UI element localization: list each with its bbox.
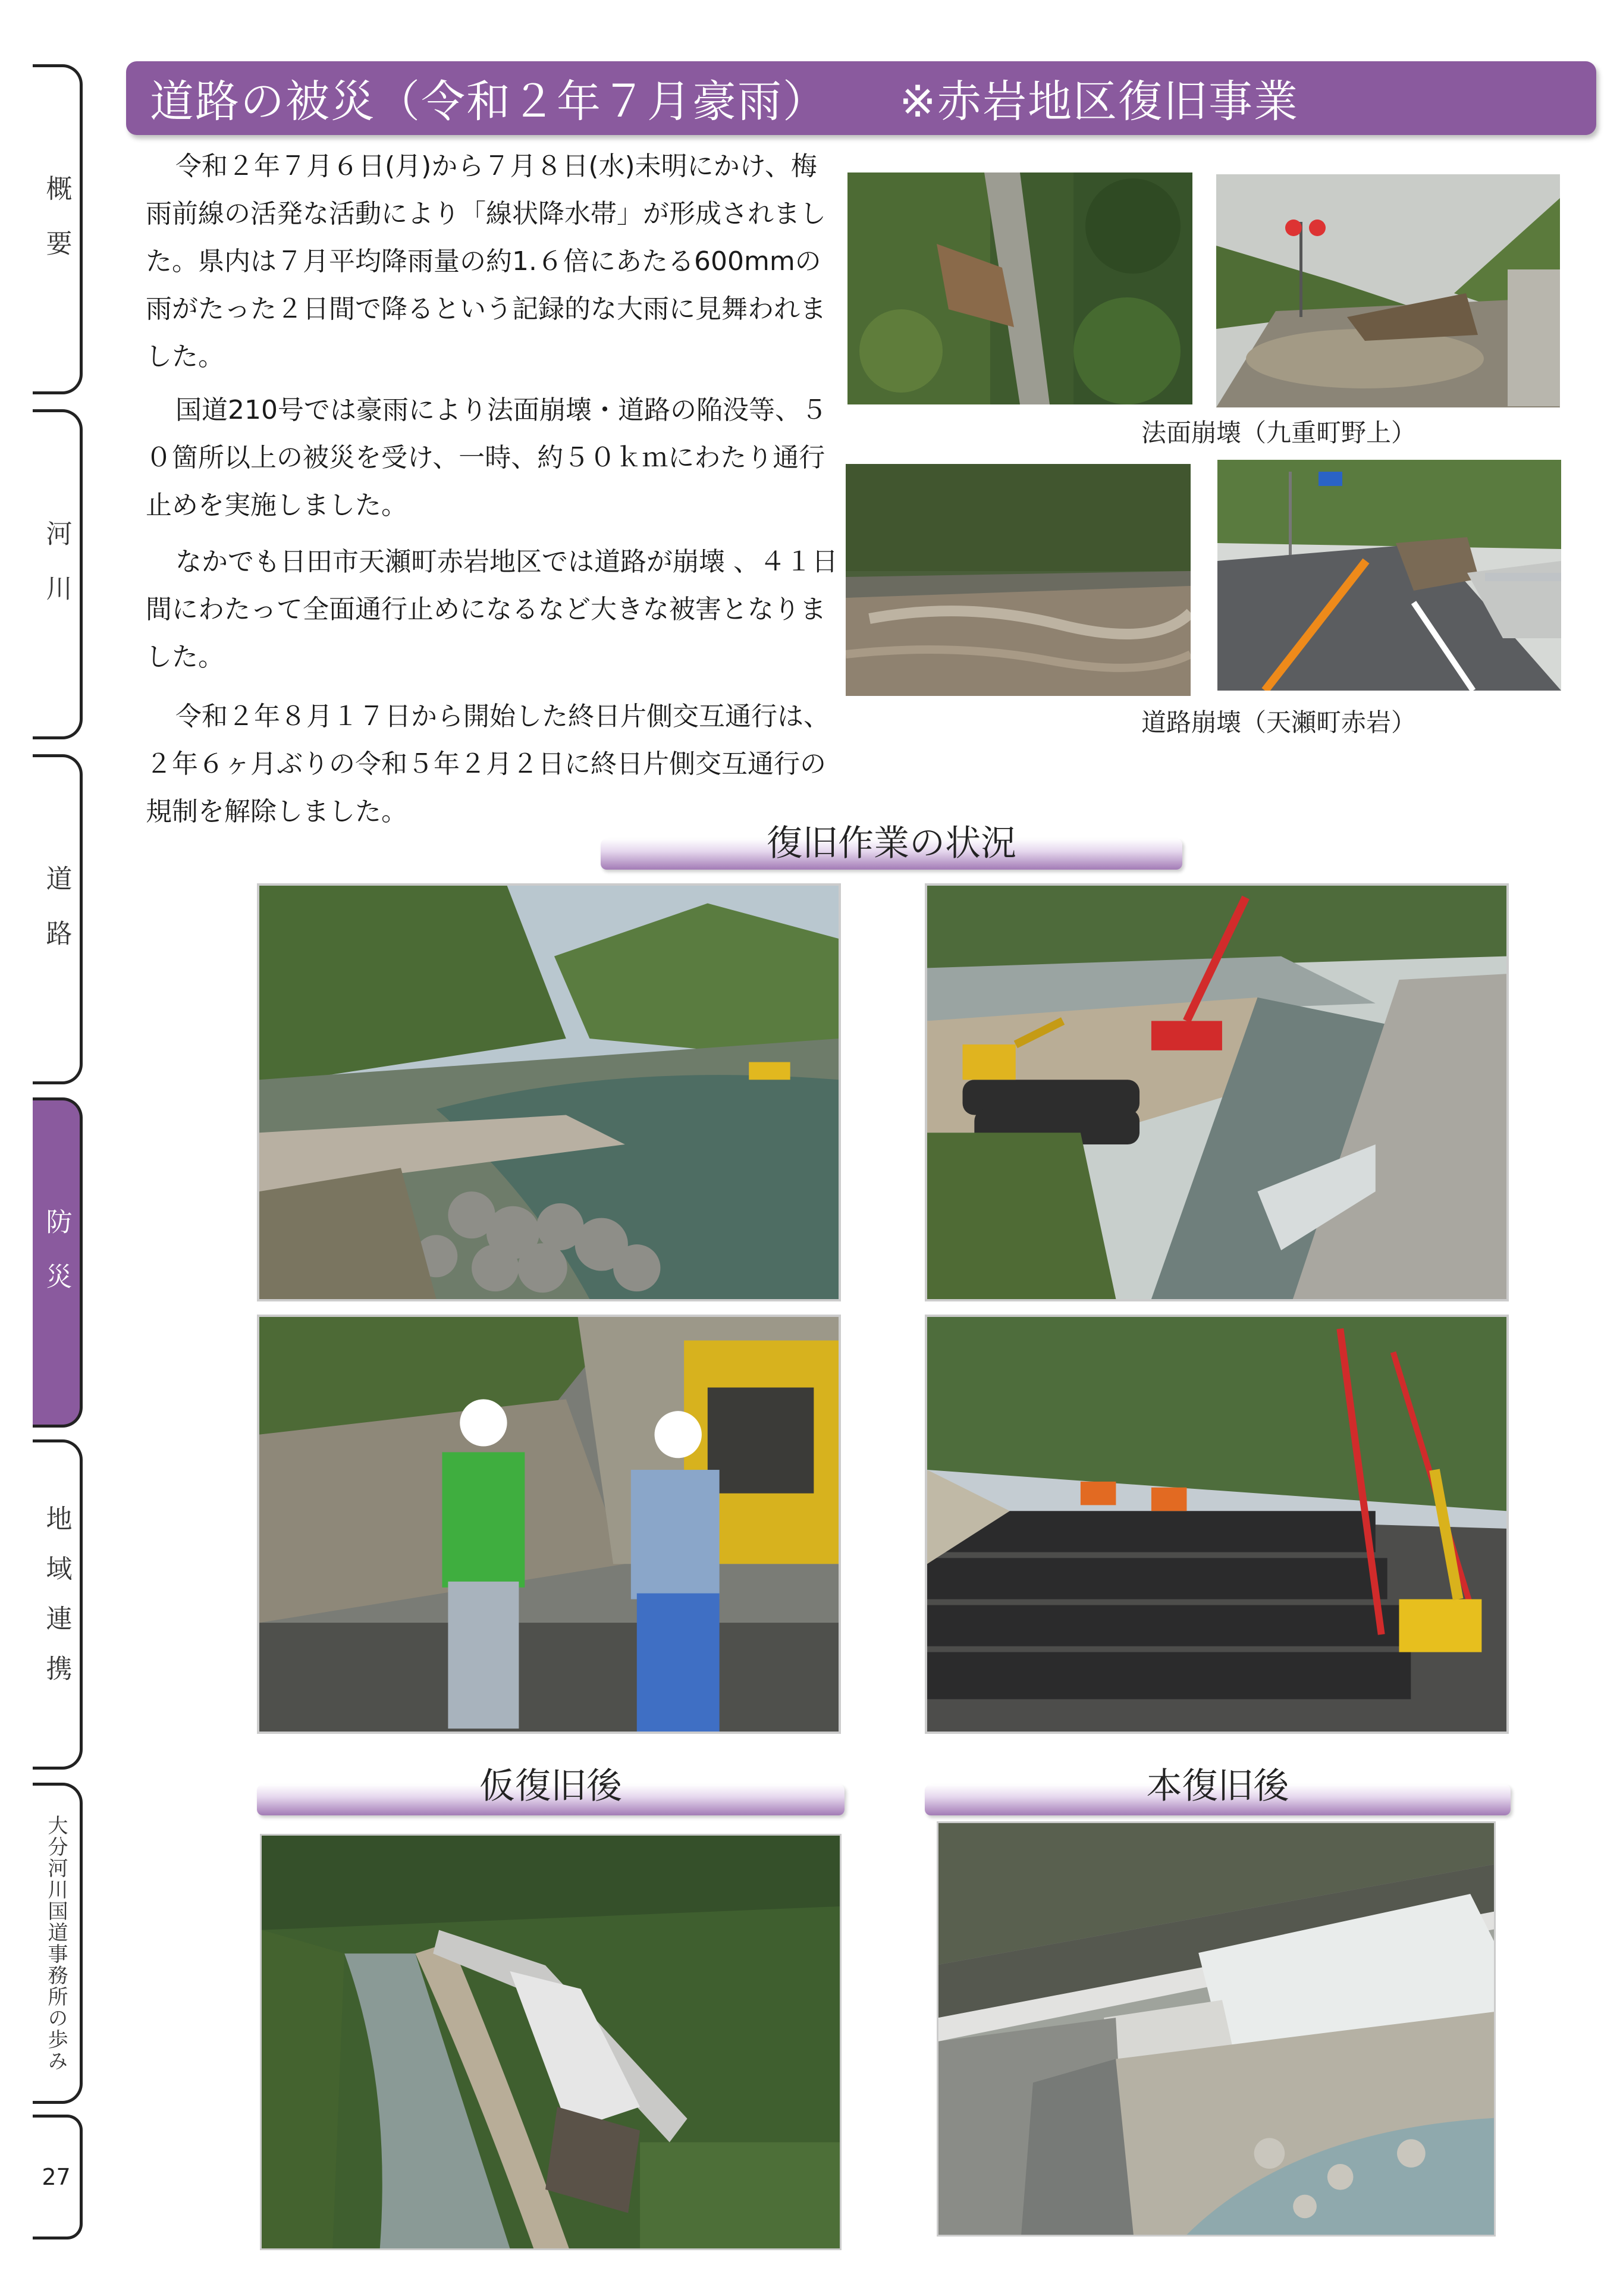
side-tab-overview[interactable]	[33, 64, 83, 394]
side-tab-label: 大分河川国道事務所の歩み	[44, 1815, 68, 2072]
section-title-recovery-work: 復旧作業の状況	[767, 823, 1016, 864]
photo-recovery-riverbank	[257, 883, 841, 1301]
intro-paragraph-2	[146, 387, 842, 529]
side-tab-disaster-prevention[interactable]	[33, 1097, 83, 1428]
photo-recovery-inspection	[257, 1315, 841, 1734]
photo-road-collapse-river	[846, 464, 1191, 696]
intro-paragraph-1	[146, 143, 842, 381]
photo-slope-collapse-aerial	[847, 172, 1192, 404]
photo-recovery-sandbags	[925, 1315, 1509, 1734]
section-title-permanent-recovery: 本復旧後	[1146, 1765, 1289, 1807]
photo-road-collapse-pavement	[1217, 460, 1561, 691]
photo-slope-collapse-road	[1216, 174, 1560, 407]
caption-slope-collapse: 法面崩壊（九重町野上）	[1141, 418, 1416, 447]
photo-temporary-recovery-aerial	[260, 1834, 842, 2250]
side-tab-river[interactable]	[33, 409, 83, 739]
intro-paragraph-4	[146, 693, 842, 836]
photo-recovery-crane-river	[925, 883, 1509, 1301]
paragraph-text: 令和２年８月１７日から開始した終日片側交互通行は、２年６ヶ月ぶりの令和５年２月２日に終日片側交互通行の規制を解除しました。	[146, 701, 830, 827]
photo-permanent-recovery-aerial	[937, 1821, 1496, 2237]
page-number: 27	[42, 2164, 71, 2190]
side-tab-label: 概要	[41, 174, 72, 284]
caption-road-collapse: 道路崩壊（天瀬町赤岩）	[1141, 708, 1416, 737]
paragraph-text: 国道210号では豪雨により法面崩壊・道路の陥没等、５０箇所以上の被災を受け、一時、約５０ｋｍにわたり通行止めを実施しました。	[146, 395, 827, 520]
page-subtitle: ※赤岩地区復旧事業	[899, 76, 1299, 127]
side-tab-label: 道路	[41, 864, 72, 974]
page-number-box	[33, 2115, 83, 2239]
paragraph-text: なかでも日田市天瀬町赤岩地区では道路が崩壊 、４１日間にわたって全面通行止めになるなど大きな被害となりました。	[146, 547, 838, 672]
side-tab-history[interactable]	[33, 1783, 83, 2104]
page-title: 道路の被災（令和２年７月豪雨）	[150, 76, 828, 127]
side-tab-label: 地域連携	[41, 1504, 72, 1705]
side-tab-regional-cooperation[interactable]	[33, 1439, 83, 1770]
side-tab-label: 河川	[41, 519, 72, 629]
page-header	[126, 61, 1596, 135]
side-tab-road[interactable]	[33, 754, 83, 1084]
intro-paragraph-3	[146, 538, 842, 681]
section-title-temporary-recovery: 仮復旧後	[479, 1765, 622, 1807]
side-tab-label: 防災	[41, 1207, 72, 1318]
paragraph-text: 令和２年７月６日(月)から７月８日(水)未明にかけ、梅雨前線の活発な活動により「線状降水帯」が形成されました。県内は７月平均降雨量の約1.６倍にあたる600mmの雨がたった２日間で降るという記録的な大雨に見舞われました。	[146, 151, 826, 372]
